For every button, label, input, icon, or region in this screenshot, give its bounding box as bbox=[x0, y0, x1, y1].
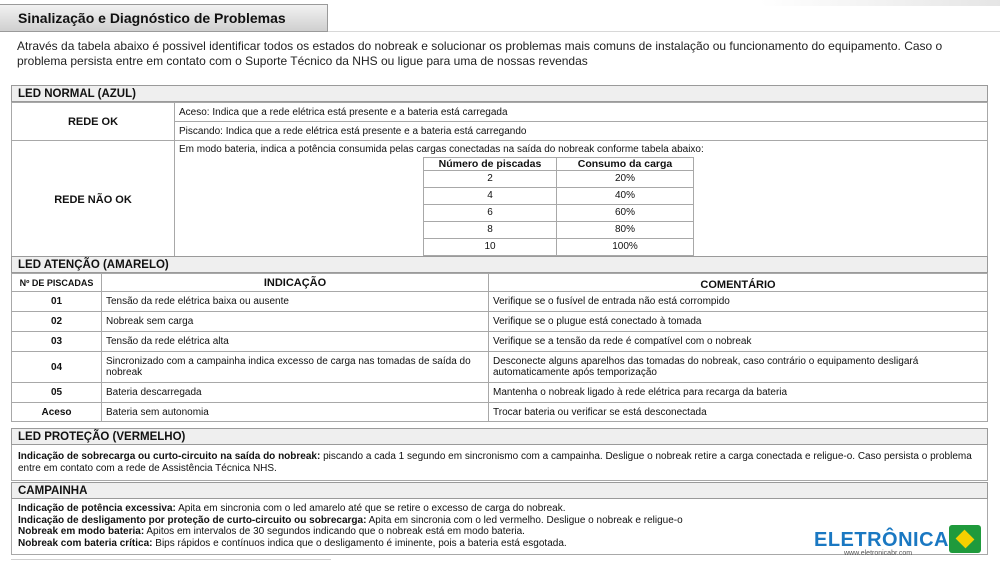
table-row bbox=[12, 312, 988, 332]
campainha-item-bold: Nobreak em modo bateria: bbox=[18, 526, 145, 537]
cell-indicacao: Bateria descarregada bbox=[102, 383, 489, 403]
logo-name: ELETRÔNICA bbox=[814, 529, 949, 551]
logo-flag-icon bbox=[949, 525, 981, 553]
campainha-item-text: Apita em sincronia com o led vermelho. Desligue o nobreak e religue-o bbox=[366, 514, 683, 526]
col-consumo-header: Consumo da carga bbox=[557, 158, 694, 171]
cell: 6 bbox=[424, 205, 557, 222]
cell-indicacao: Sincronizado com a campainha indica excesso de carga nas tomadas de saída do nobreak bbox=[102, 352, 489, 383]
cell-piscadas: 05 bbox=[12, 383, 102, 403]
campainha-header: CAMPAINHA bbox=[11, 482, 988, 499]
cell: 40% bbox=[557, 188, 694, 205]
col-piscadas: Nº DE PISCADAS bbox=[12, 274, 102, 292]
cell: 80% bbox=[557, 222, 694, 239]
consumo-table bbox=[423, 157, 694, 256]
table-row bbox=[424, 239, 694, 256]
cell: 10 bbox=[424, 239, 557, 256]
page-title: Sinalização e Diagnóstico de Problemas bbox=[18, 10, 286, 26]
rede-ok-aceso: Aceso: Indica que a rede elétrica está presente e a bateria está carregada bbox=[175, 103, 988, 122]
cell: 20% bbox=[557, 171, 694, 188]
page-title-tab bbox=[0, 4, 328, 32]
led-atencao-header: LED ATENÇÃO (AMARELO) bbox=[11, 256, 988, 273]
led-normal-table bbox=[11, 102, 988, 259]
cell-indicacao: Tensão da rede elétrica alta bbox=[102, 332, 489, 352]
led-protecao-header: LED PROTEÇÃO (VERMELHO) bbox=[11, 428, 988, 445]
cell-comentario: Mantenha o nobreak ligado à rede elétrica para recarga da bateria bbox=[489, 383, 988, 403]
cell-piscadas: 02 bbox=[12, 312, 102, 332]
cell-piscadas: 03 bbox=[12, 332, 102, 352]
eletronicabr-logo bbox=[814, 523, 994, 559]
campainha-item-text: Apitos em intervalos de 30 segundos indicando que o nobreak está em modo bateria. bbox=[144, 526, 525, 537]
campainha-item-bold: Nobreak com bateria crítica: bbox=[18, 537, 153, 549]
cell-piscadas: Aceso bbox=[12, 403, 102, 422]
cell-comentario: Verifique se o plugue está conectado à tomada bbox=[489, 312, 988, 332]
cell-comentario: Trocar bateria ou verificar se está desconectada bbox=[489, 403, 988, 422]
protecao-text: piscando a cada 1 segundo em sincronismo com a campainha. Desligue o nobreak retire a carga conectada e religue-o. Caso persista o problema entre em contato com a rede de Assistência Técnica NHS. bbox=[18, 451, 972, 474]
table-row bbox=[12, 332, 988, 352]
cell: 100% bbox=[557, 239, 694, 256]
rede-ok-piscando: Piscando: Indica que a rede elétrica está presente e a bateria está carregando bbox=[175, 122, 988, 141]
decorative-swoosh bbox=[760, 0, 1000, 6]
led-normal-header: LED NORMAL (AZUL) bbox=[11, 85, 988, 102]
rede-nao-ok-description: Em modo bateria, indica a potência consumida pelas cargas conectadas na saída do nobreak conforme tabela abaixo: bbox=[179, 144, 704, 155]
table-row bbox=[12, 292, 988, 312]
protecao-bold: Indicação de sobrecarga ou curto-circuito na saída do nobreak: bbox=[18, 451, 321, 462]
col-piscadas-header: Número de piscadas bbox=[424, 158, 557, 171]
campainha-item-text: Bips rápidos e contínuos indica que o desligamento é iminente, pois a bateria está esgotada. bbox=[152, 537, 567, 549]
cell-comentario: Desconecte alguns aparelhos das tomadas do nobreak, caso contrário o equipamento desligará automaticamente após temporização bbox=[489, 352, 988, 383]
cell-indicacao: Nobreak sem carga bbox=[102, 312, 489, 332]
led-protecao-box bbox=[11, 445, 988, 481]
intro-paragraph: Através da tabela abaixo é possivel identificar todos os estados do nobreak e solucionar os problemas mais comuns de instalação ou funcionamento do equipamento. Caso o problema persista entre em contato com o Suporte Técnico da NHS ou ligue para uma de nossas revendas bbox=[17, 39, 943, 68]
table-row bbox=[424, 205, 694, 222]
logo-url: www.eletronicabr.com bbox=[844, 550, 913, 557]
cell: 8 bbox=[424, 222, 557, 239]
table-row bbox=[12, 352, 988, 383]
campainha-item-text: Apita em sincronia com o led amarelo até que se retire o excesso de carga do nobreak. bbox=[175, 503, 566, 514]
rede-ok-label: REDE OK bbox=[12, 103, 175, 141]
cell-indicacao: Tensão da rede elétrica baixa ou ausente bbox=[102, 292, 489, 312]
cell-comentario: Verifique se a tensão da rede é compatível com o nobreak bbox=[489, 332, 988, 352]
cell: 4 bbox=[424, 188, 557, 205]
campainha-item-bold: Indicação de potência excessiva: bbox=[18, 503, 176, 514]
table-row bbox=[12, 403, 988, 422]
table-row bbox=[424, 171, 694, 188]
table-row bbox=[12, 383, 988, 403]
rede-nao-ok-label: REDE NÃO OK bbox=[12, 141, 175, 259]
cell-comentario: Verifique se o fusível de entrada não está corrompido bbox=[489, 292, 988, 312]
col-indicacao: INDICAÇÃO bbox=[102, 274, 489, 292]
table-row bbox=[424, 222, 694, 239]
campainha-item-bold: Indicação de desligamento por proteção de curto-circuito ou sobrecarga: bbox=[18, 514, 367, 526]
cell-piscadas: 04 bbox=[12, 352, 102, 383]
cell: 2 bbox=[424, 171, 557, 188]
cell-indicacao: Bateria sem autonomia bbox=[102, 403, 489, 422]
cell-piscadas: 01 bbox=[12, 292, 102, 312]
bottom-divider bbox=[11, 559, 331, 560]
campainha-item bbox=[18, 503, 981, 515]
cell: 60% bbox=[557, 205, 694, 222]
col-comentario: COMENTÁRIO bbox=[489, 274, 988, 292]
table-row bbox=[424, 188, 694, 205]
title-divider bbox=[328, 31, 1000, 32]
led-atencao-table bbox=[11, 273, 988, 422]
